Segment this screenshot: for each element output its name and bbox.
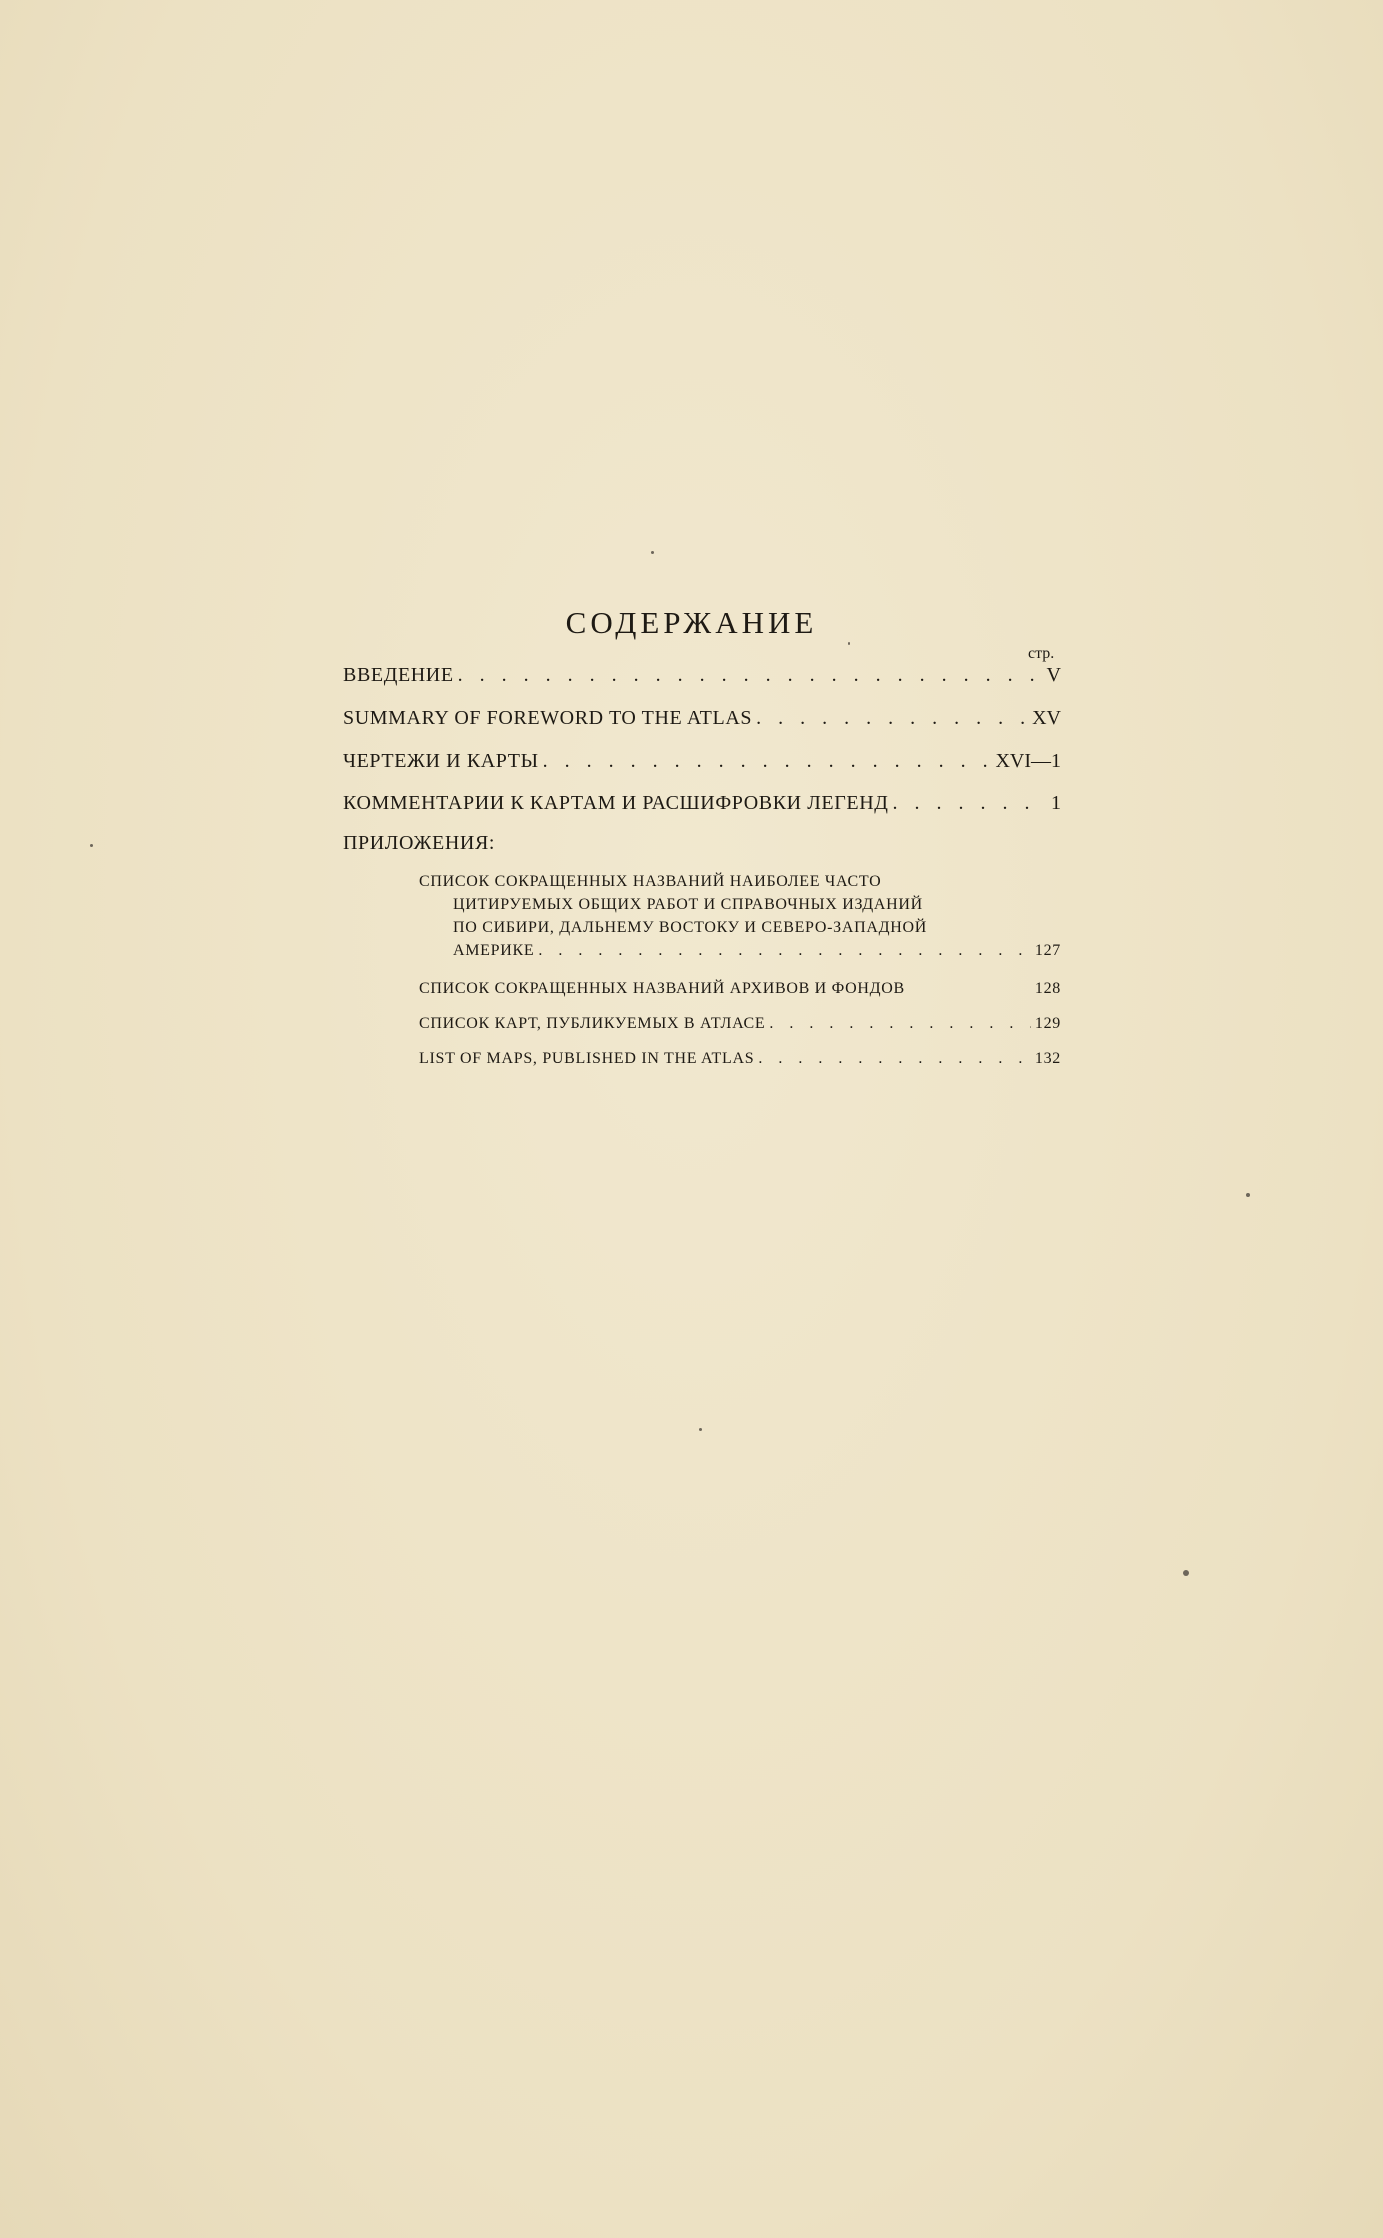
appendix-entry-multiline [419,870,1061,962]
toc-entry-page: 1 [1051,792,1061,814]
toc-entry-label: КОММЕНТАРИИ К КАРТАМ И РАСШИФРОВКИ ЛЕГЕНД [343,792,889,814]
appendix-entry [419,1015,1061,1033]
toc-entry-label: ЧЕРТЕЖИ И КАРТЫ [343,750,539,772]
toc-entry-page: XV [1032,707,1061,729]
paper-speck [1183,1570,1189,1576]
appendix-entry-label: СПИСОК СОКРАЩЕННЫХ НАЗВАНИЙ АРХИВОВ И ФОНДОВ [419,980,905,997]
paper-speck [1246,1193,1250,1197]
appendix-entry [419,980,1061,998]
toc-entry-page: 129 [1034,1015,1061,1032]
leader-dots [458,664,1043,687]
toc-entry-page: V [1046,664,1061,686]
paper-speck [90,844,93,847]
leader-dots [893,792,1047,815]
paper-speck [651,551,654,554]
toc-entry [343,707,1061,730]
leader-dots [769,1015,1031,1033]
appendix-entry-label: LIST OF MAPS, PUBLISHED IN THE ATLAS [419,1050,755,1067]
appendix-entry-line: ЦИТИРУЕМЫХ ОБЩИХ РАБОТ И СПРАВОЧНЫХ ИЗДАНИЙ [453,896,923,913]
toc-entry [343,750,1061,773]
toc-entry-label: SUMMARY OF FOREWORD TO THE ATLAS [343,707,753,729]
toc-entry-page: 127 [1034,942,1061,959]
appendix-entry-last-line [419,939,1061,962]
toc-entry [343,664,1061,687]
leader-dots [758,1050,1031,1068]
leader-dots [538,939,1031,962]
appendix-entry-line: СПИСОК СОКРАЩЕННЫХ НАЗВАНИЙ НАИБОЛЕЕ ЧАСТО [419,873,882,890]
leader-dots [543,750,992,773]
appendix-heading: ПРИЛОЖЕНИЯ: [343,832,496,854]
leader-dots [756,707,1028,730]
appendix-entry-line: ПО СИБИРИ, ДАЛЬНЕМУ ВОСТОКУ И СЕВЕРО-ЗАПАДНОЙ [453,919,927,936]
paper-speck [699,1428,702,1431]
toc-entry-page: 128 [1034,980,1061,997]
paper-speck [848,642,850,645]
toc-entry-page: XVI—1 [995,750,1061,772]
page-column-header: стр. [1028,645,1055,662]
toc-entry-label: ВВЕДЕНИЕ [343,664,454,686]
appendix-entry-line: АМЕРИКЕ [453,942,535,959]
appendix-entry-label: СПИСОК КАРТ, ПУБЛИКУЕМЫХ В АТЛАСЕ [419,1015,766,1032]
page-title: СОДЕРЖАНИЕ [565,604,818,640]
appendix-entry [419,1050,1061,1068]
toc-entry-page: 132 [1034,1050,1061,1067]
toc-entry [343,792,1061,815]
